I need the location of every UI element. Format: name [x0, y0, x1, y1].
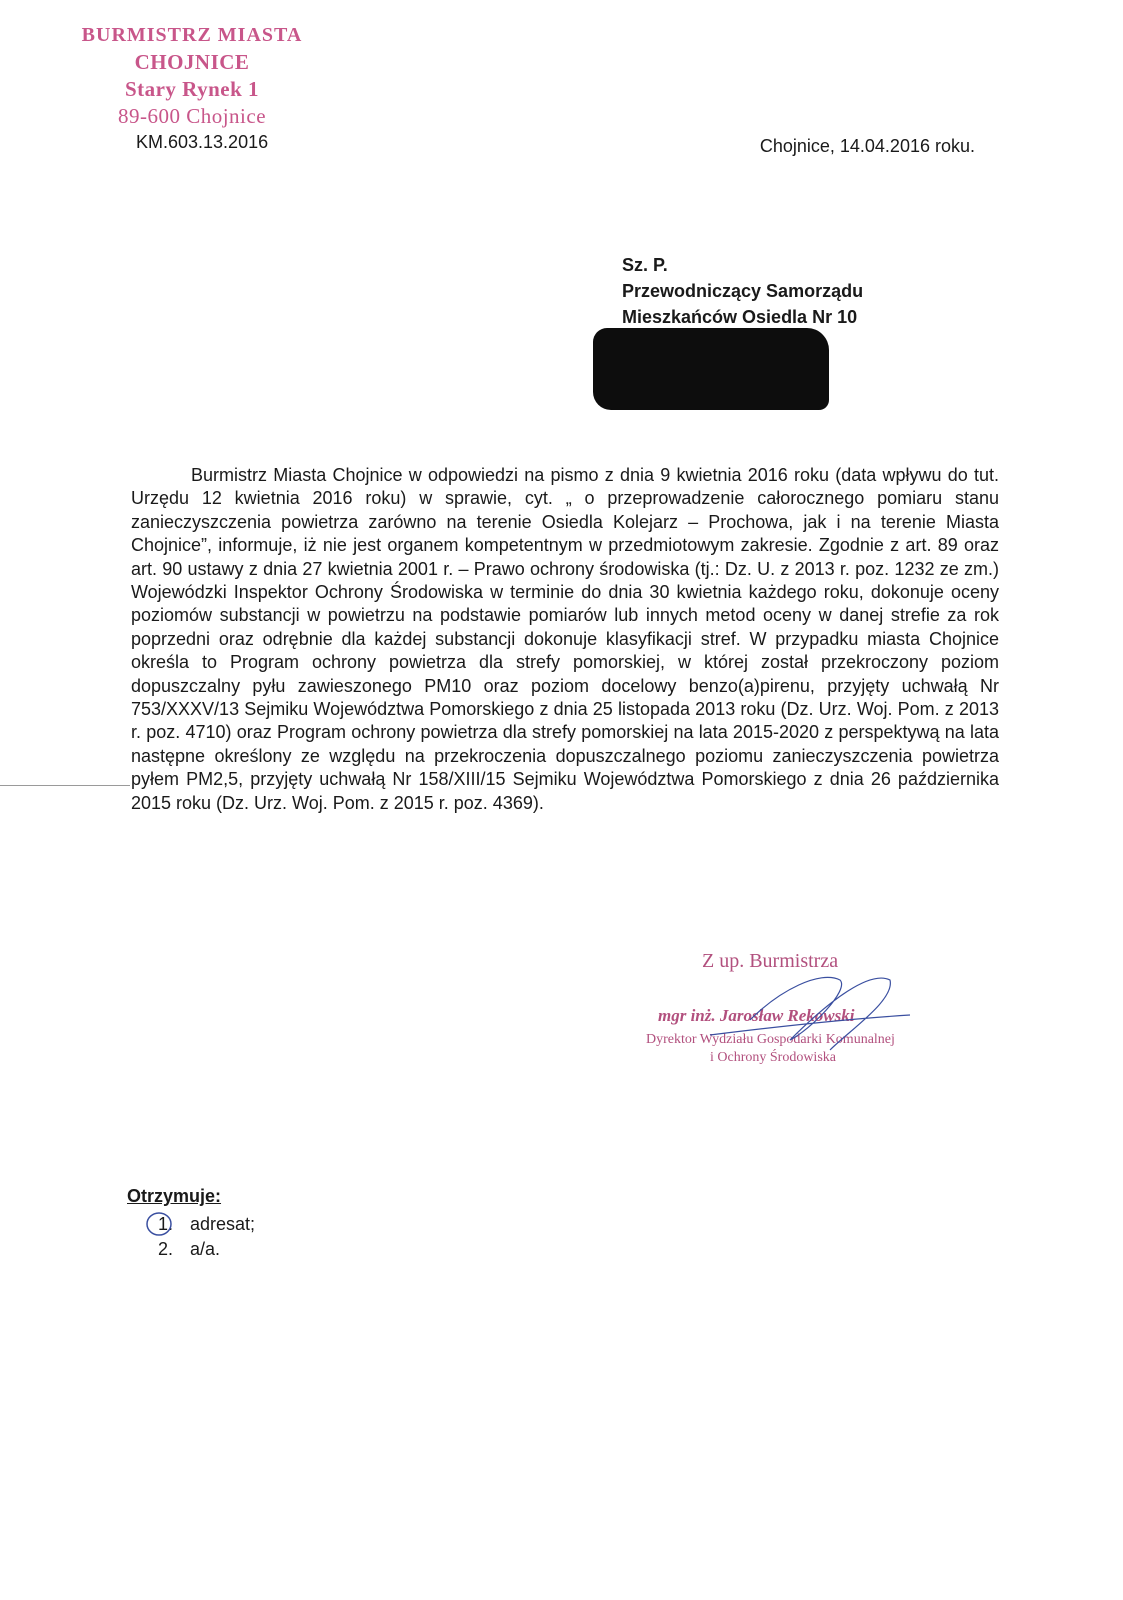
recipient-label: adresat;: [190, 1214, 256, 1234]
addressee-line-1: Sz. P.: [622, 255, 668, 275]
addressee-block: [622, 252, 863, 330]
recipient-number: 2.: [158, 1239, 174, 1259]
recipient-label: a/a.: [190, 1239, 221, 1259]
letter-date: Chojnice, 14.04.2016 roku.: [759, 136, 975, 156]
recipients-title: Otrzymuje:: [127, 1186, 222, 1206]
addressee-line-2: Przewodniczący Samorządu: [622, 281, 864, 301]
office-stamp: [62, 22, 322, 130]
handwritten-signature-icon: [690, 960, 920, 1070]
stamp-line-4: 89-600 Chojnice: [117, 104, 267, 128]
signature-role-line-2: i Ochrony Środowiska: [710, 1050, 836, 1065]
stamp-line-2: CHOJNICE: [134, 50, 250, 74]
list-item: [158, 1237, 255, 1262]
stamp-line-3: Stary Rynek 1: [124, 77, 260, 101]
signature-role-line-1: Dyrektor Wydziału Gospodarki Komunalnej: [646, 1032, 895, 1047]
stamp-line-1: BURMISTRZ MIASTA: [81, 24, 303, 46]
margin-fold-line: [0, 785, 130, 786]
signature-on-behalf: Z up. Burmistrza: [702, 950, 839, 972]
letter-body: Burmistrz Miasta Chojnice w odpowiedzi na pismo z dnia 9 kwietnia 2016 roku (data wpływu do tut. Urzędu 12 kwietnia 2016 roku) w sprawie, cyt. „ o przeprowadzenie całorocznego pomiaru stanu zanieczyszczenia powietrza zarówno na terenie Osiedla Kolejarz – Prochowa, jak i na terenie Miasta Chojnice”, informuje, iż nie jest organem kompetentnym w przedmiotowym zakresie. Zgodnie z art. 89 oraz art. 90 ustawy z dnia 27 kwietnia 2001 r. – Prawo ochrony środowiska (tj.: Dz. U. z 2013 r. poz. 1232 ze zm.) Wojewódzki Inspektor Ochrony Środowiska w terminie do dnia 30 kwietnia każdego roku, dokonuje oceny poziomów substancji w powietrzu na podstawie pomiarów lub innych metod oceny w danej strefie za rok poprzedni oraz odrębnie dla każdej substancji dokonuje klasyfikacji stref. W przypadku miasta Chojnice określa to Program ochrony powietrza dla strefy pomorskiej, w której został przekroczony poziom dopuszczalny pyłu zawieszonego PM10 oraz poziom docelowy benzo(a)pirenu, przyjęty uchwałą Nr 753/XXXV/13 Sejmiku Województwa Pomorskiego z dnia 25 listopada 2013 roku (Dz. Urz. Woj. Pom. z 2013 r. poz. 4710) oraz Program ochrony powietrza dla strefy pomorskiej na lata 2015-2020 z perspektywą na lata następne określony ze względu na przekroczenia dopuszczalnego poziomu zanieczyszczenia powietrza pyłem PM2,5, przyjęty uchwałą Nr 158/XIII/15 Sejmiku Województwa Pomorskiego z dnia 26 października 2015 roku (Dz. Urz. Woj. Pom. z 2015 r. poz. 4369).: [131, 465, 999, 813]
recipient-number: 1.: [158, 1214, 174, 1234]
hand-drawn-circle-icon: [144, 1210, 174, 1238]
reference-number: KM.603.13.2016: [136, 132, 269, 152]
signature-name: mgr inż. Jarosław Rekowski: [658, 1006, 855, 1025]
addressee-line-3: Mieszkańców Osiedla Nr 10: [622, 307, 858, 327]
redaction-block: [593, 328, 829, 410]
